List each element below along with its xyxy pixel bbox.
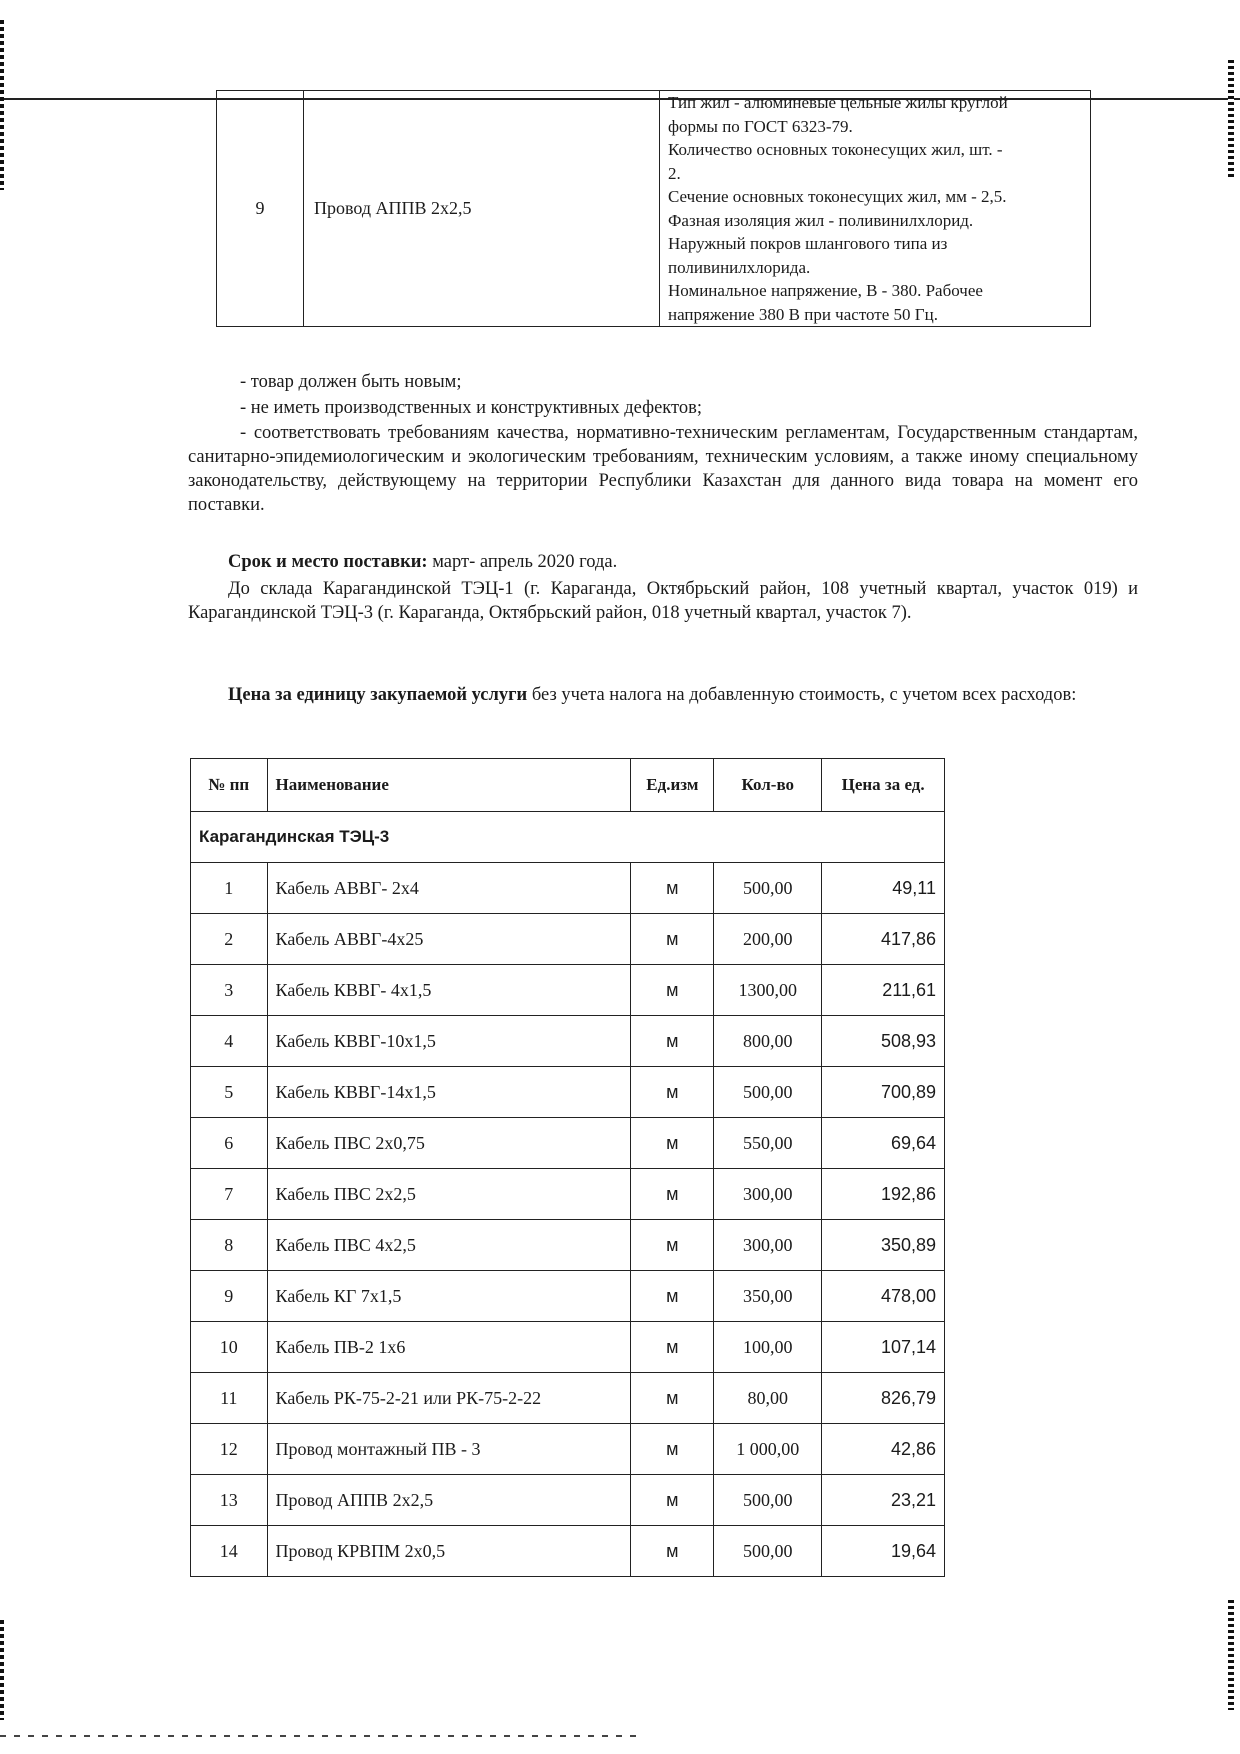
row-name: Кабель ПВ-2 1х6 [267, 1322, 631, 1373]
row-qty: 1300,00 [714, 965, 822, 1016]
row-number: 9 [191, 1271, 268, 1322]
row-qty: 300,00 [714, 1169, 822, 1220]
row-name: Кабель ПВС 2х2,5 [267, 1169, 631, 1220]
table-row [191, 1526, 945, 1577]
row-qty: 350,00 [714, 1271, 822, 1322]
row-qty: 200,00 [714, 914, 822, 965]
row-unit: м [631, 1220, 714, 1271]
delivery-term [188, 550, 1138, 574]
table-header-row [191, 759, 945, 812]
price-table [190, 758, 945, 1577]
row-name: Провод АППВ 2х2,5 [304, 91, 660, 327]
row-name: Кабель КГ 7х1,5 [267, 1271, 631, 1322]
spec-line: Количество основных токонесущих жил, шт. - [668, 140, 1003, 159]
row-number: 14 [191, 1526, 268, 1577]
row-number: 10 [191, 1322, 268, 1373]
group-label: Карагандинская ТЭЦ-3 [191, 812, 945, 863]
row-price: 508,93 [822, 1016, 945, 1067]
row-number: 2 [191, 914, 268, 965]
row-name: Кабель АВВГ-4х25 [267, 914, 631, 965]
row-price: 49,11 [822, 863, 945, 914]
row-number: 12 [191, 1424, 268, 1475]
table-row [191, 1118, 945, 1169]
row-qty: 500,00 [714, 1526, 822, 1577]
table-row [191, 1067, 945, 1118]
row-unit: м [631, 1475, 714, 1526]
spec-line: Наружный покров шлангового типа из [668, 234, 948, 253]
row-qty: 300,00 [714, 1220, 822, 1271]
requirement-line-1: - товар должен быть новым; [240, 372, 462, 392]
price-intro-bold: Цена за единицу закупаемой услуги [228, 685, 528, 705]
row-name: Провод АППВ 2х2,5 [267, 1475, 631, 1526]
spec-table [216, 90, 1091, 327]
row-name: Кабель КВВГ-14х1,5 [267, 1067, 631, 1118]
row-name: Кабель ПВС 2х0,75 [267, 1118, 631, 1169]
row-number: 6 [191, 1118, 268, 1169]
delivery-label: Срок и место поставки: [228, 552, 428, 572]
scan-dots [0, 1735, 640, 1737]
row-qty: 500,00 [714, 1067, 822, 1118]
table-row [191, 863, 945, 914]
header-qty: Кол-во [714, 759, 822, 812]
delivery-term-value: март- апрель 2020 года. [427, 552, 618, 572]
row-number: 13 [191, 1475, 268, 1526]
row-name: Кабель ПВС 4х2,5 [267, 1220, 631, 1271]
row-price: 107,14 [822, 1322, 945, 1373]
row-qty: 550,00 [714, 1118, 822, 1169]
table-row [191, 1424, 945, 1475]
spec-line: напряжение 380 В при частоте 50 Гц. [668, 304, 938, 324]
row-unit: м [631, 863, 714, 914]
header-num: № пп [191, 759, 268, 812]
row-price: 192,86 [822, 1169, 945, 1220]
table-group-row [191, 812, 945, 863]
row-unit: м [631, 1271, 714, 1322]
scan-edge-strip [1228, 60, 1234, 180]
spec-line: Сечение основных токонесущих жил, мм - 2,5. [668, 187, 1007, 206]
row-qty: 500,00 [714, 863, 822, 914]
price-rows [191, 863, 945, 1577]
delivery-place: До склада Карагандинской ТЭЦ-1 (г. Караганда, Октябрьский район, 108 учетный квартал, участок 019) и Карагандинской ТЭЦ-3 (г. Караганда, Октябрьский район, 018 учетный квартал, участок 7). [188, 579, 1138, 623]
row-unit: м [631, 1067, 714, 1118]
row-qty: 100,00 [714, 1322, 822, 1373]
table-row [191, 1322, 945, 1373]
header-price: Цена за ед. [822, 759, 945, 812]
row-price: 211,61 [822, 965, 945, 1016]
row-number: 4 [191, 1016, 268, 1067]
row-name: Кабель АВВГ- 2х4 [267, 863, 631, 914]
row-unit: м [631, 1169, 714, 1220]
row-unit: м [631, 914, 714, 965]
row-price: 478,00 [822, 1271, 945, 1322]
row-price: 69,64 [822, 1118, 945, 1169]
row-price: 19,64 [822, 1526, 945, 1577]
row-unit: м [631, 1016, 714, 1067]
table-row [191, 1220, 945, 1271]
row-price: 826,79 [822, 1373, 945, 1424]
price-intro [188, 683, 1138, 707]
row-unit: м [631, 965, 714, 1016]
table-row [191, 1016, 945, 1067]
table-row [191, 1373, 945, 1424]
spec-line: формы по ГОСТ 6323-79. [668, 116, 853, 136]
row-qty: 500,00 [714, 1475, 822, 1526]
table-row [191, 1271, 945, 1322]
table-row [191, 965, 945, 1016]
row-price: 350,89 [822, 1220, 945, 1271]
scan-edge-left [0, 1620, 4, 1720]
row-name: Провод КРВПМ 2х0,5 [267, 1526, 631, 1577]
row-unit: м [631, 1424, 714, 1475]
table-row [217, 91, 1091, 327]
row-unit: м [631, 1373, 714, 1424]
requirement-line-3: - соответствовать требованиям качества, нормативно-техническим регламентам, Государственным стандартам, санитарно-эпидемиологическим и экологическим требованиям, техническим условиям, а также иному специальному законодательству, действующему на территории Республики Казахстан для данного вида товара на момент его поставки. [188, 423, 1138, 515]
table-row [191, 1475, 945, 1526]
row-number: 3 [191, 965, 268, 1016]
row-name: Провод монтажный ПВ - 3 [267, 1424, 631, 1475]
row-number: 5 [191, 1067, 268, 1118]
row-price: 417,86 [822, 914, 945, 965]
spec-line: Номинальное напряжение, В - 380. Рабочее [668, 281, 983, 300]
row-number: 7 [191, 1169, 268, 1220]
table-row [191, 1169, 945, 1220]
row-name: Кабель КВВГ- 4х1,5 [267, 965, 631, 1016]
row-qty: 1 000,00 [714, 1424, 822, 1475]
row-number: 9 [217, 91, 304, 327]
row-number: 1 [191, 863, 268, 914]
row-price: 42,86 [822, 1424, 945, 1475]
row-spec [660, 91, 1091, 327]
row-price: 700,89 [822, 1067, 945, 1118]
spec-line: 2. [668, 163, 681, 183]
spec-line: Фазная изоляция жил - поливинилхлорид. [668, 210, 974, 230]
row-unit: м [631, 1526, 714, 1577]
scan-edge-left [0, 20, 4, 190]
header-unit: Ед.изм [631, 759, 714, 812]
row-price: 23,21 [822, 1475, 945, 1526]
requirement-line-2: - не иметь производственных и конструктивных дефектов; [240, 398, 703, 418]
spec-line: поливинилхлорида. [668, 257, 811, 277]
row-name: Кабель РК-75-2-21 или РК-75-2-22 [267, 1373, 631, 1424]
row-qty: 800,00 [714, 1016, 822, 1067]
table-row [191, 914, 945, 965]
row-number: 11 [191, 1373, 268, 1424]
scan-edge-strip [1228, 1600, 1234, 1710]
row-number: 8 [191, 1220, 268, 1271]
row-name: Кабель КВВГ-10х1,5 [267, 1016, 631, 1067]
row-unit: м [631, 1118, 714, 1169]
row-unit: м [631, 1322, 714, 1373]
header-name: Наименование [267, 759, 631, 812]
spec-line: Тип жил - алюминевые цельные жилы круглой [668, 93, 1008, 112]
row-qty: 80,00 [714, 1373, 822, 1424]
price-intro-rest: без учета налога на добавленную стоимость, с учетом всех расходов: [527, 685, 1077, 705]
